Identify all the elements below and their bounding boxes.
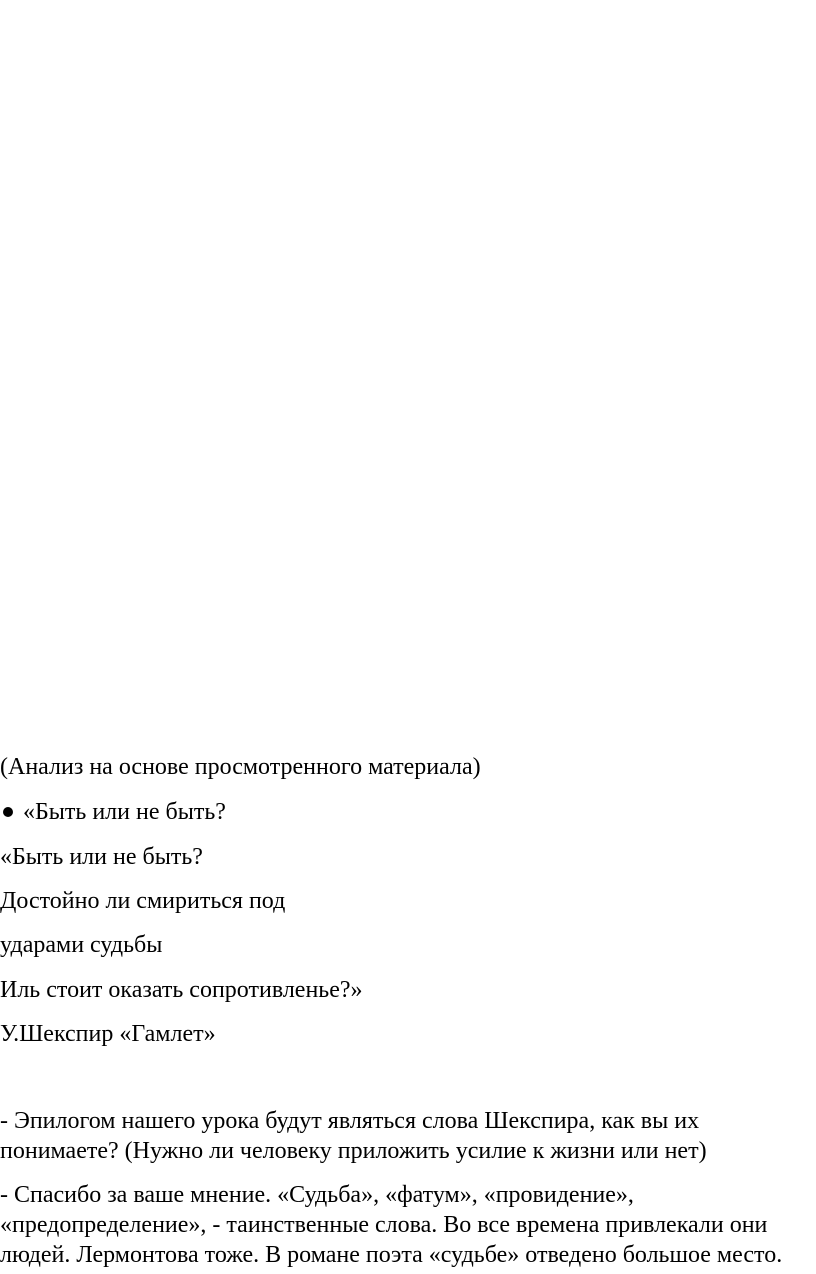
bullet-item-text: «Быть или не быть? xyxy=(23,799,226,825)
bullet-list-item xyxy=(0,797,226,827)
quote-attribution: У.Шекспир «Гамлет» xyxy=(0,1021,216,1047)
paragraph-fate-line-1: - Спасибо за ваше мнение. «Судьба», «фатум», «провидение», xyxy=(0,1182,634,1208)
paragraph-fate xyxy=(0,1180,812,1270)
quote-line-2: Достойно ли смириться под xyxy=(0,888,286,914)
intro-line: (Анализ на основе просмотренного материала) xyxy=(0,754,481,780)
paragraph-fate-line-3: людей. Лермонтова тоже. В романе поэта «судьбе» отведено большое место. xyxy=(0,1242,783,1268)
paragraph-fate-line-2: «предопределение», - таинственные слова. Во все времена привлекали они xyxy=(0,1212,768,1238)
quote-line-1: «Быть или не быть? xyxy=(0,844,203,870)
paragraph-epilogue xyxy=(0,1106,812,1166)
quote-line-3: ударами судьбы xyxy=(0,932,163,958)
bullet-icon xyxy=(3,807,13,817)
paragraph-epilogue-line-2: понимаете? (Нужно ли человеку приложить усилие к жизни или нет) xyxy=(0,1138,707,1164)
paragraph-epilogue-line-1: - Эпилогом нашего урока будут являться слова Шекспира, как вы их xyxy=(0,1108,700,1134)
quote-line-4: Иль стоит оказать сопротивленье?» xyxy=(0,977,363,1003)
